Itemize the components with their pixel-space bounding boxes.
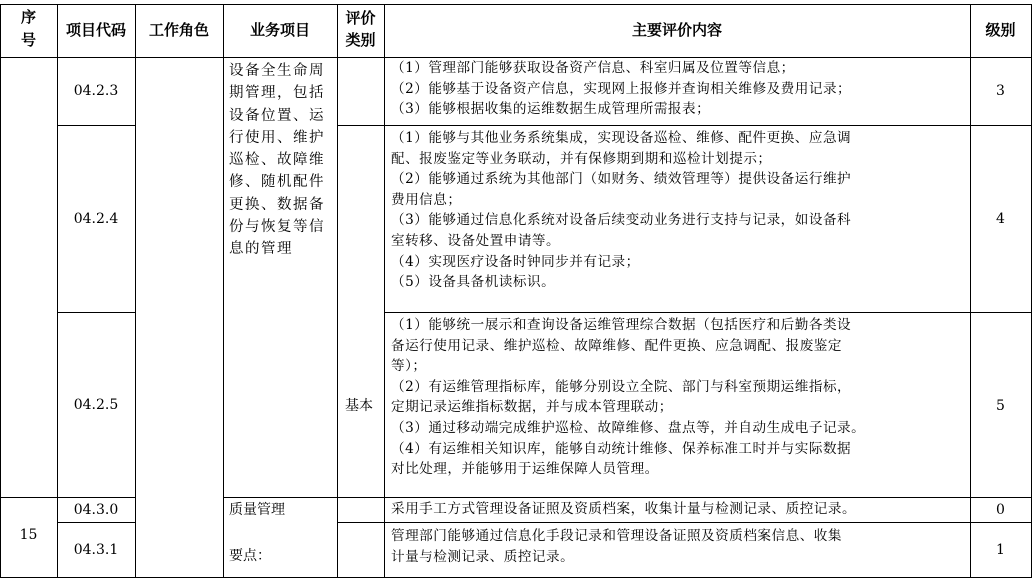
header-seq bbox=[0, 6, 57, 52]
table-rule bbox=[0, 4, 1, 578]
level-value: 1 bbox=[996, 542, 1005, 558]
table-rule bbox=[223, 497, 1031, 498]
evaluation-content bbox=[391, 499, 856, 520]
content-line: 管理部门能够通过信息化手段记录和管理设备证照及资质档案信息、收集 bbox=[391, 528, 842, 544]
content-line: 备运行使用记录、维护巡检、故障维修、配件更换、应急调配、报废鉴定 bbox=[391, 337, 842, 354]
table-rule bbox=[337, 522, 1031, 523]
table-rule bbox=[337, 125, 1031, 126]
sequence-number: 15 bbox=[19, 527, 38, 543]
content-line: （2）有运维管理指标库，能够分别设立全院、部门与科室预期运维指标， bbox=[391, 378, 852, 395]
project-code: 04.2.4 bbox=[73, 211, 119, 227]
header-code: 项目代码 bbox=[65, 21, 126, 39]
table-rule bbox=[384, 4, 385, 578]
key-points-label: 要点： bbox=[229, 548, 271, 564]
evaluation-content bbox=[391, 526, 842, 567]
table-rule bbox=[0, 4, 1031, 5]
content-line: （1）能够与其他业务系统集成，实现设备巡检、维修、配件更换、应急调 bbox=[391, 130, 852, 146]
project-code: 04.2.3 bbox=[73, 83, 119, 99]
business-item-lifecycle: 设备全生命周期管理，包括设备位置、运行使用、维护巡检、故障维修、随机配件更换、数据备份与恢复等信息的管理 bbox=[229, 63, 325, 258]
level-value: 3 bbox=[996, 83, 1005, 99]
content-line: （5）设备具备机读标识。 bbox=[391, 274, 556, 291]
header-category-line2: 类别 bbox=[345, 31, 376, 49]
content-line: 对比处理，并能够用于运维保障人员管理。 bbox=[391, 461, 659, 478]
table-rule bbox=[57, 522, 135, 523]
header-level: 级别 bbox=[985, 21, 1016, 39]
content-line: （3）能够根据收集的运维数据生成管理所需报表； bbox=[391, 101, 711, 118]
project-code: 04.3.1 bbox=[73, 542, 119, 558]
level-value: 4 bbox=[996, 211, 1005, 227]
content-line: 计量与检测记录、质控记录。 bbox=[391, 548, 575, 565]
table-rule bbox=[57, 125, 135, 126]
content-line: （4）实现医疗设备时钟同步并有记录； bbox=[391, 253, 640, 270]
content-line: （4）有运维相关知识库，能够自动统计维修、保养标准工时并与实际数据 bbox=[391, 440, 852, 457]
level-value: 5 bbox=[996, 398, 1005, 414]
content-line: 等）； bbox=[391, 358, 427, 375]
table-rule bbox=[384, 312, 1031, 313]
table-rule bbox=[0, 497, 135, 498]
content-line: 室转移、设备处置申请等。 bbox=[391, 232, 561, 249]
content-line: （2）能够通过系统为其他部门（如财务、绩效管理等）提供设备运行维护 bbox=[391, 171, 852, 188]
header-seq-line2: 号 bbox=[20, 31, 36, 49]
content-line: （1）能够统一展示和查询设备运维管理综合数据（包括医疗和后勤各类设 bbox=[391, 317, 852, 333]
project-code: 04.2.5 bbox=[73, 397, 119, 413]
table-rule bbox=[57, 312, 135, 313]
evaluation-content bbox=[391, 315, 865, 480]
table-rule bbox=[223, 4, 224, 578]
business-item-quality: 质量管理 bbox=[229, 502, 285, 518]
level-value: 0 bbox=[996, 502, 1005, 518]
evaluation-content bbox=[391, 58, 851, 120]
content-line: （2）能够基于设备资产信息，实现网上报修并查询相关维修及费用记录； bbox=[391, 80, 852, 97]
header-content: 主要评价内容 bbox=[631, 21, 722, 39]
header-category bbox=[337, 7, 384, 51]
header-seq-line1: 序 bbox=[20, 8, 36, 26]
evaluation-category: 基本 bbox=[345, 398, 373, 414]
content-line: 定期记录运维指标数据，并与成本管理联动； bbox=[391, 399, 673, 416]
project-code: 04.3.0 bbox=[73, 502, 119, 518]
content-line: （1）管理部门能够获取设备资产信息、科室归属及位置等信息； bbox=[391, 60, 795, 76]
content-line: （3）通过移动端完成维护巡检、故障维修、盘点等，并自动生成电子记录。 bbox=[391, 419, 866, 436]
header-category-line1: 评价 bbox=[345, 9, 376, 27]
header-role: 工作角色 bbox=[148, 21, 209, 39]
header-item: 业务项目 bbox=[249, 21, 310, 39]
content-line: 费用信息； bbox=[391, 191, 462, 208]
content-line: 配、报废鉴定等业务联动，并有保修期到期和巡检计划提示； bbox=[391, 150, 772, 167]
content-line: 采用手工方式管理设备证照及资质档案，收集计量与检测记录、质控记录。 bbox=[391, 501, 857, 517]
content-line: （3）能够通过信息化系统对设备后续变动业务进行支持与记录，如设备科 bbox=[391, 212, 852, 229]
evaluation-content bbox=[391, 128, 851, 293]
table-rule bbox=[135, 4, 136, 578]
table-rule bbox=[337, 4, 338, 578]
